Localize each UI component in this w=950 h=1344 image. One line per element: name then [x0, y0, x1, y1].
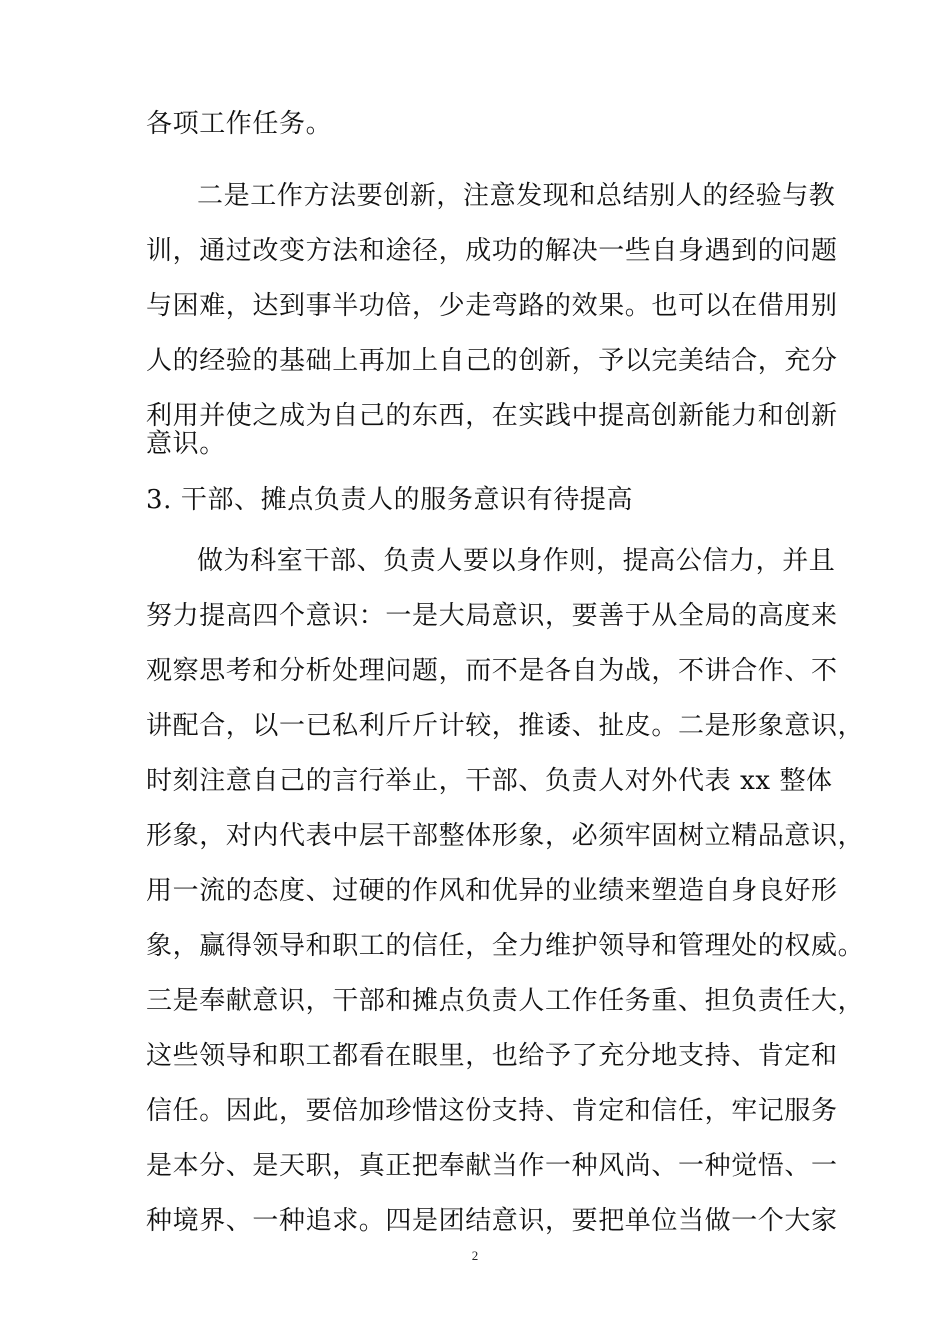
text-line: 训，通过改变方法和途径，成功的解决一些自身遇到的问题 [146, 236, 838, 266]
text-line: 三是奉献意识，干部和摊点负责人工作任务重、担负责任大， [146, 986, 865, 1016]
text-line: 观察思考和分析处理问题，而不是各自为战，不讲合作、不 [146, 656, 838, 686]
text-line: 讲配合，以一已私利斤斤计较，推诿、扯皮。二是形象意识， [146, 711, 865, 741]
text-line: 与困难，达到事半功倍，少走弯路的效果。也可以在借用别 [146, 291, 838, 321]
text-line: 利用并使之成为自己的东西，在实践中提高创新能力和创新 [146, 401, 838, 431]
text-line: 象，赢得领导和职工的信任，全力维护领导和管理处的权威。 [146, 931, 865, 961]
section-heading: 3. 干部、摊点负责人的服务意识有待提高 [146, 485, 634, 515]
text-line: 信任。因此，要倍加珍惜这份支持、肯定和信任，牢记服务 [146, 1096, 838, 1126]
text-line: 形象，对内代表中层干部整体形象，必须牢固树立精品意识， [146, 821, 865, 851]
text-line: 人的经验的基础上再加上自己的创新，予以完美结合，充分 [146, 346, 838, 376]
paragraph-first-line: 做为科室干部、负责人要以身作则，提高公信力，并且 [197, 546, 836, 576]
text-line: 意识。 [146, 429, 226, 459]
text-line: 用一流的态度、过硬的作风和优异的业绩来塑造自身良好形 [146, 876, 838, 906]
text-line: 时刻注意自己的言行举止，干部、负责人对外代表 xx 整体 [146, 766, 833, 796]
text-line: 努力提高四个意识：一是大局意识，要善于从全局的高度来 [146, 601, 838, 631]
paragraph-first-line: 二是工作方法要创新，注意发现和总结别人的经验与教 [197, 181, 836, 211]
page-number: 2 [471, 1248, 479, 1263]
text-line: 是本分、是天职，真正把奉献当作一种风尚、一种觉悟、一 [146, 1151, 838, 1181]
text-line: 种境界、一种追求。四是团结意识，要把单位当做一个大家 [146, 1206, 838, 1236]
text-line: 各项工作任务。 [146, 109, 333, 139]
text-line: 这些领导和职工都看在眼里，也给予了充分地支持、肯定和 [146, 1041, 838, 1071]
